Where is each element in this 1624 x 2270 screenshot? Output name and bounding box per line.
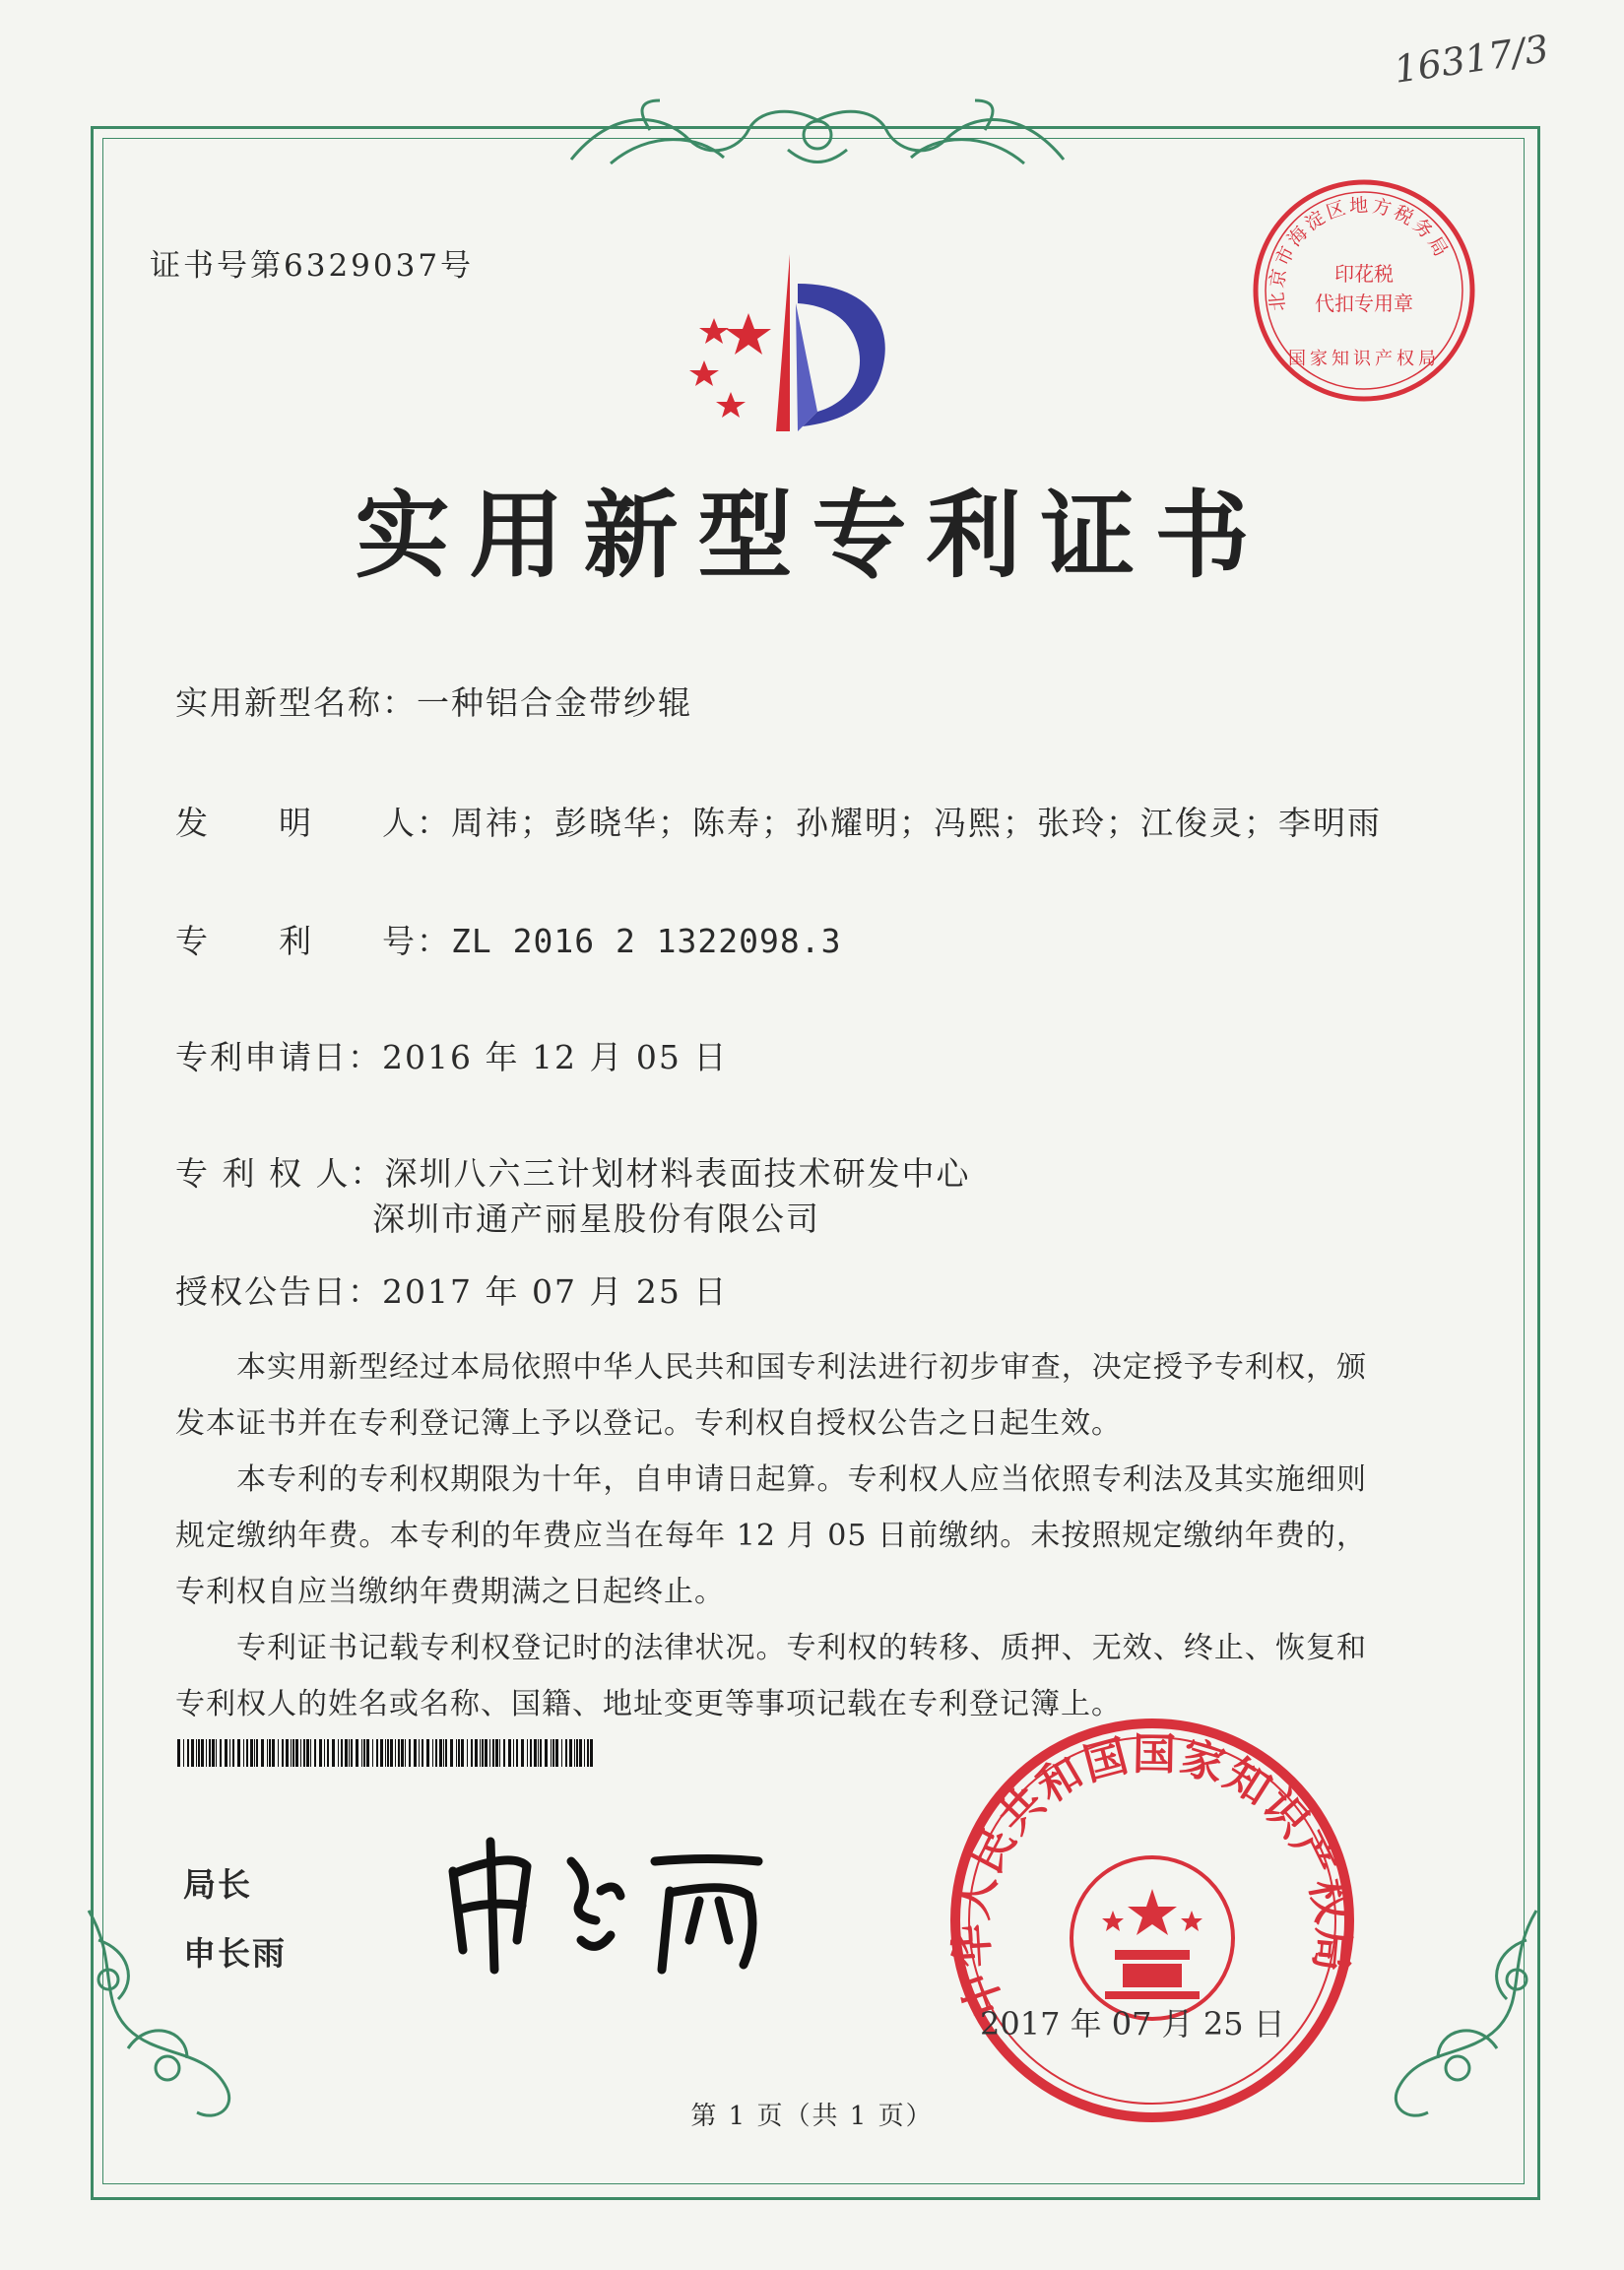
barcode-bar <box>495 1739 498 1767</box>
barcode-bar <box>439 1739 442 1767</box>
barcode-bar <box>269 1739 271 1767</box>
barcode-bar <box>220 1739 222 1767</box>
field-label: 实用新型名称： <box>175 683 417 722</box>
barcode-bar <box>458 1739 460 1767</box>
barcode-bar <box>349 1739 350 1767</box>
barcode-bar <box>530 1739 532 1767</box>
field-value: ZL 2016 2 1322098.3 <box>451 922 842 960</box>
barcode-bar <box>552 1739 554 1767</box>
barcode-bar <box>225 1739 227 1767</box>
stamp-tax-bottom-text: 国家知识产权局 <box>1288 349 1440 369</box>
top-ornament <box>552 91 1083 179</box>
seal-date: 2017 年 07 月 25 日 <box>980 2005 1285 2043</box>
barcode-bar <box>538 1739 539 1767</box>
barcode-bar <box>576 1739 578 1767</box>
barcode-bar <box>561 1739 562 1767</box>
barcode-bar <box>551 1739 552 1767</box>
barcode-bar <box>306 1739 309 1767</box>
barcode-bar <box>303 1739 305 1767</box>
handwritten-note: 16317/3 <box>1391 27 1552 92</box>
barcode-bar <box>376 1739 378 1767</box>
barcode-bar <box>250 1739 253 1767</box>
barcode-bar <box>366 1739 369 1767</box>
barcode-bar <box>419 1739 420 1767</box>
field-patentee-line-2 <box>372 1194 820 1240</box>
barcode-bar <box>261 1739 264 1767</box>
barcode-bar <box>232 1739 234 1767</box>
barcode-bar <box>256 1739 258 1767</box>
barcode-bar <box>467 1739 468 1767</box>
field-label: 专利申请日： <box>175 1038 382 1076</box>
barcode-bar <box>201 1739 204 1767</box>
director-name: 申长雨 <box>183 1934 287 1973</box>
barcode <box>177 1739 595 1767</box>
field-value: 2016 年 12 月 05 日 <box>382 1038 729 1076</box>
field-utility-model-name <box>175 678 692 724</box>
barcode-bar <box>405 1739 406 1767</box>
bottom-right-ornament <box>1359 1901 1556 2127</box>
barcode-bar <box>206 1739 207 1767</box>
barcode-bar <box>409 1739 411 1767</box>
barcode-bar <box>485 1739 487 1767</box>
stamp-tax-line-1: 印花税 <box>1334 262 1394 286</box>
barcode-bar <box>527 1739 528 1767</box>
barcode-bar <box>254 1739 255 1767</box>
barcode-bar <box>310 1739 311 1767</box>
director-signature <box>433 1822 808 1979</box>
field-label: 授权公告日： <box>175 1272 382 1311</box>
field-application-date <box>175 1032 728 1078</box>
page-number: 第 1 页（共 1 页） <box>690 2102 934 2131</box>
barcode-bar <box>372 1739 373 1767</box>
barcode-bar <box>443 1739 444 1767</box>
barcode-bar <box>177 1739 180 1767</box>
barcode-bar <box>508 1739 511 1767</box>
barcode-bar <box>555 1739 558 1767</box>
barcode-bar <box>209 1739 211 1767</box>
barcode-bar <box>324 1739 325 1767</box>
barcode-bar <box>380 1739 383 1767</box>
barcode-bar <box>579 1739 582 1767</box>
barcode-bar <box>196 1739 197 1767</box>
barcode-bar <box>363 1739 365 1767</box>
barcode-bar <box>356 1739 358 1767</box>
director-title: 局长 <box>183 1865 252 1904</box>
barcode-bar <box>545 1739 548 1767</box>
field-value: 一种铝合金带纱辊 <box>417 683 692 722</box>
field-label: 专 利 权 人： <box>175 1154 385 1193</box>
barcode-bar <box>398 1739 400 1767</box>
barcode-bar <box>187 1739 189 1767</box>
barcode-bar <box>432 1739 433 1767</box>
certificate-number: 证书号第6329037号 <box>150 248 475 284</box>
barcode-bar <box>338 1739 339 1767</box>
barcode-bar <box>183 1739 184 1767</box>
barcode-bar <box>450 1739 453 1767</box>
barcode-bar <box>351 1739 353 1767</box>
barcode-bar <box>278 1739 279 1767</box>
barcode-bar <box>319 1739 322 1767</box>
barcode-bar <box>267 1739 268 1767</box>
barcode-bar <box>295 1739 298 1767</box>
barcode-bar <box>521 1739 524 1767</box>
barcode-bar <box>216 1739 217 1767</box>
barcode-bar <box>395 1739 396 1767</box>
barcode-bar <box>574 1739 575 1767</box>
barcode-bar <box>456 1739 457 1767</box>
field-label: 发 明 人： <box>175 804 451 842</box>
barcode-bar <box>314 1739 316 1767</box>
barcode-bar <box>243 1739 244 1767</box>
barcode-bar <box>435 1739 437 1767</box>
barcode-bar <box>345 1739 348 1767</box>
barcode-bar <box>534 1739 537 1767</box>
body-paragraph-3: 专利证书记载专利权登记时的法律状况。专利权的转移、质押、无效、终止、恢复和专利权人的姓名或名称、国籍、地址变更等事项记载在专利登记簿上。 <box>175 1631 1367 1721</box>
body-paragraph-2: 本专利的专利权期限为十年，自申请日起算。专利权人应当依照专利法及其实施细则规定缴纳年费。本专利的年费应当在每年 12 月 05 日前缴纳。未按照规定缴纳年费的，专利权自应当缴纳年费期满之日起终止。 <box>175 1462 1367 1609</box>
barcode-bar <box>341 1739 343 1767</box>
barcode-bar <box>471 1739 473 1767</box>
body-paragraph-1: 本实用新型经过本局依照中华人民共和国专利法进行初步审查，决定授予专利权，颁发本证书并在专利登记簿上予以登记。专利权自授权公告之日起生效。 <box>175 1350 1367 1441</box>
cnipa-logo-icon <box>670 244 926 441</box>
barcode-bar <box>499 1739 500 1767</box>
barcode-bar <box>584 1739 585 1767</box>
stamp-tax-ring-text: 北京市海淀区地方税务局 <box>1266 194 1454 312</box>
field-value: 2017 年 07 月 25 日 <box>382 1272 729 1311</box>
barcode-bar <box>475 1739 478 1767</box>
barcode-bar <box>212 1739 215 1767</box>
barcode-bar <box>387 1739 389 1767</box>
barcode-bar <box>569 1739 572 1767</box>
stamp-tax-icon <box>1246 172 1482 409</box>
barcode-bar <box>426 1739 429 1767</box>
barcode-bar <box>516 1739 518 1767</box>
barcode-bar <box>272 1739 275 1767</box>
field-patentee <box>175 1148 970 1195</box>
field-grant-date <box>175 1266 728 1313</box>
field-inventors <box>175 798 1382 844</box>
field-label: 专 利 号： <box>175 922 451 960</box>
field-value: 周祎；彭晓华；陈寿；孙耀明；冯熙；张玲；江俊灵；李明雨 <box>451 804 1382 842</box>
barcode-bar <box>422 1739 423 1767</box>
barcode-bar <box>503 1739 505 1767</box>
barcode-bar <box>480 1739 481 1767</box>
barcode-bar <box>445 1739 447 1767</box>
barcode-bar <box>492 1739 494 1767</box>
barcode-bar <box>292 1739 294 1767</box>
barcode-bar <box>246 1739 248 1767</box>
state-ip-office-seal-icon <box>945 1714 1359 2127</box>
barcode-bar <box>361 1739 362 1767</box>
field-patent-number <box>175 916 842 962</box>
barcode-bar <box>237 1739 240 1767</box>
barcode-bar <box>286 1739 289 1767</box>
seal-ring-text: 中华人民共和国国家知识产权局 <box>946 1728 1359 2023</box>
barcode-bar <box>390 1739 393 1767</box>
barcode-bar <box>229 1739 230 1767</box>
certificate-body <box>175 1339 1367 1732</box>
barcode-bar <box>482 1739 484 1767</box>
barcode-bar <box>291 1739 292 1767</box>
field-value-line-1: 深圳八六三计划材料表面技术研发中心 <box>384 1154 971 1193</box>
barcode-bar <box>385 1739 386 1767</box>
barcode-bar <box>198 1739 200 1767</box>
barcode-bar <box>282 1739 284 1767</box>
barcode-bar <box>461 1739 464 1767</box>
barcode-bar <box>327 1739 329 1767</box>
barcode-bar <box>300 1739 301 1767</box>
barcode-bar <box>401 1739 404 1767</box>
certificate-title: 实用新型专利证书 <box>355 480 1269 591</box>
barcode-bar <box>332 1739 335 1767</box>
field-value-line-2: 深圳市通产丽星股份有限公司 <box>372 1200 820 1238</box>
barcode-bar <box>513 1739 514 1767</box>
stamp-tax-line-2: 代扣专用章 <box>1315 292 1413 315</box>
barcode-bar <box>540 1739 542 1767</box>
barcode-bar <box>191 1739 194 1767</box>
barcode-bar <box>489 1739 490 1767</box>
barcode-bar <box>565 1739 567 1767</box>
barcode-bar <box>590 1739 593 1767</box>
barcode-bar <box>587 1739 589 1767</box>
barcode-bar <box>414 1739 417 1767</box>
